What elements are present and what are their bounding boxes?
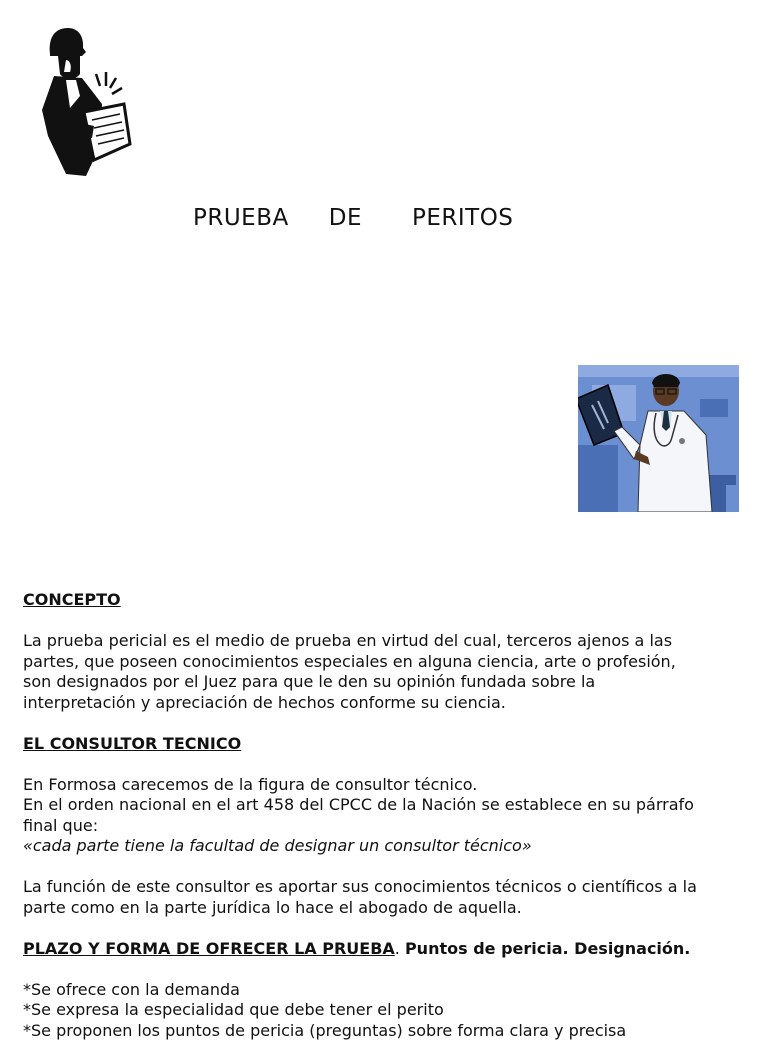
plazo-item-3: *Se proponen los puntos de pericia (preguntas) sobre forma clara y precisa xyxy=(23,1021,753,1041)
consultor-line-1: En Formosa carecemos de la figura de consultor técnico. xyxy=(23,775,753,796)
title-word-prueba: PRUEBA xyxy=(193,205,289,231)
plazo-separator: . xyxy=(395,939,405,958)
plazo-item-2: *Se expresa la especialidad que debe tener el perito xyxy=(23,1000,753,1021)
consultor-para-line-1: La función de este consultor es aportar sus conocimientos técnicos o científicos a la xyxy=(23,877,753,898)
plazo-item-1: *Se ofrece con la demanda xyxy=(23,980,753,1001)
document-body xyxy=(23,590,753,1041)
section-heading-concepto: CONCEPTO xyxy=(23,590,753,611)
page-title xyxy=(193,205,513,231)
concepto-line-2: partes, que poseen conocimientos especiales en alguna ciencia, arte o profesión, xyxy=(23,652,753,673)
section-heading-plazo xyxy=(23,939,753,960)
consultor-line-2: En el orden nacional en el art 458 del CPCC de la Nación se establece en su párrafo xyxy=(23,795,753,816)
title-word-de: DE xyxy=(329,205,362,231)
detective-reading-icon xyxy=(36,26,136,182)
plazo-bold-tail: Puntos de pericia. Designación. xyxy=(405,939,690,958)
consultor-quote: «cada parte tiene la facultad de designar un consultor técnico» xyxy=(23,836,753,857)
section-heading-consultor: EL CONSULTOR TECNICO xyxy=(23,734,753,755)
concepto-line-4: interpretación y apreciación de hechos conforme su ciencia. xyxy=(23,693,753,714)
concepto-line-1: La prueba pericial es el medio de prueba en virtud del cual, terceros ajenos a las xyxy=(23,631,753,652)
consultor-line-3: final que: xyxy=(23,816,753,837)
title-word-peritos: PERITOS xyxy=(412,205,513,231)
plazo-heading-text: PLAZO Y FORMA DE OFRECER LA PRUEBA xyxy=(23,939,395,958)
concepto-line-3: son designados por el Juez para que le den su opinión fundada sobre la xyxy=(23,672,753,693)
doctor-xray-icon xyxy=(578,365,739,512)
consultor-para-line-2: parte como en la parte jurídica lo hace el abogado de aquella. xyxy=(23,898,753,919)
